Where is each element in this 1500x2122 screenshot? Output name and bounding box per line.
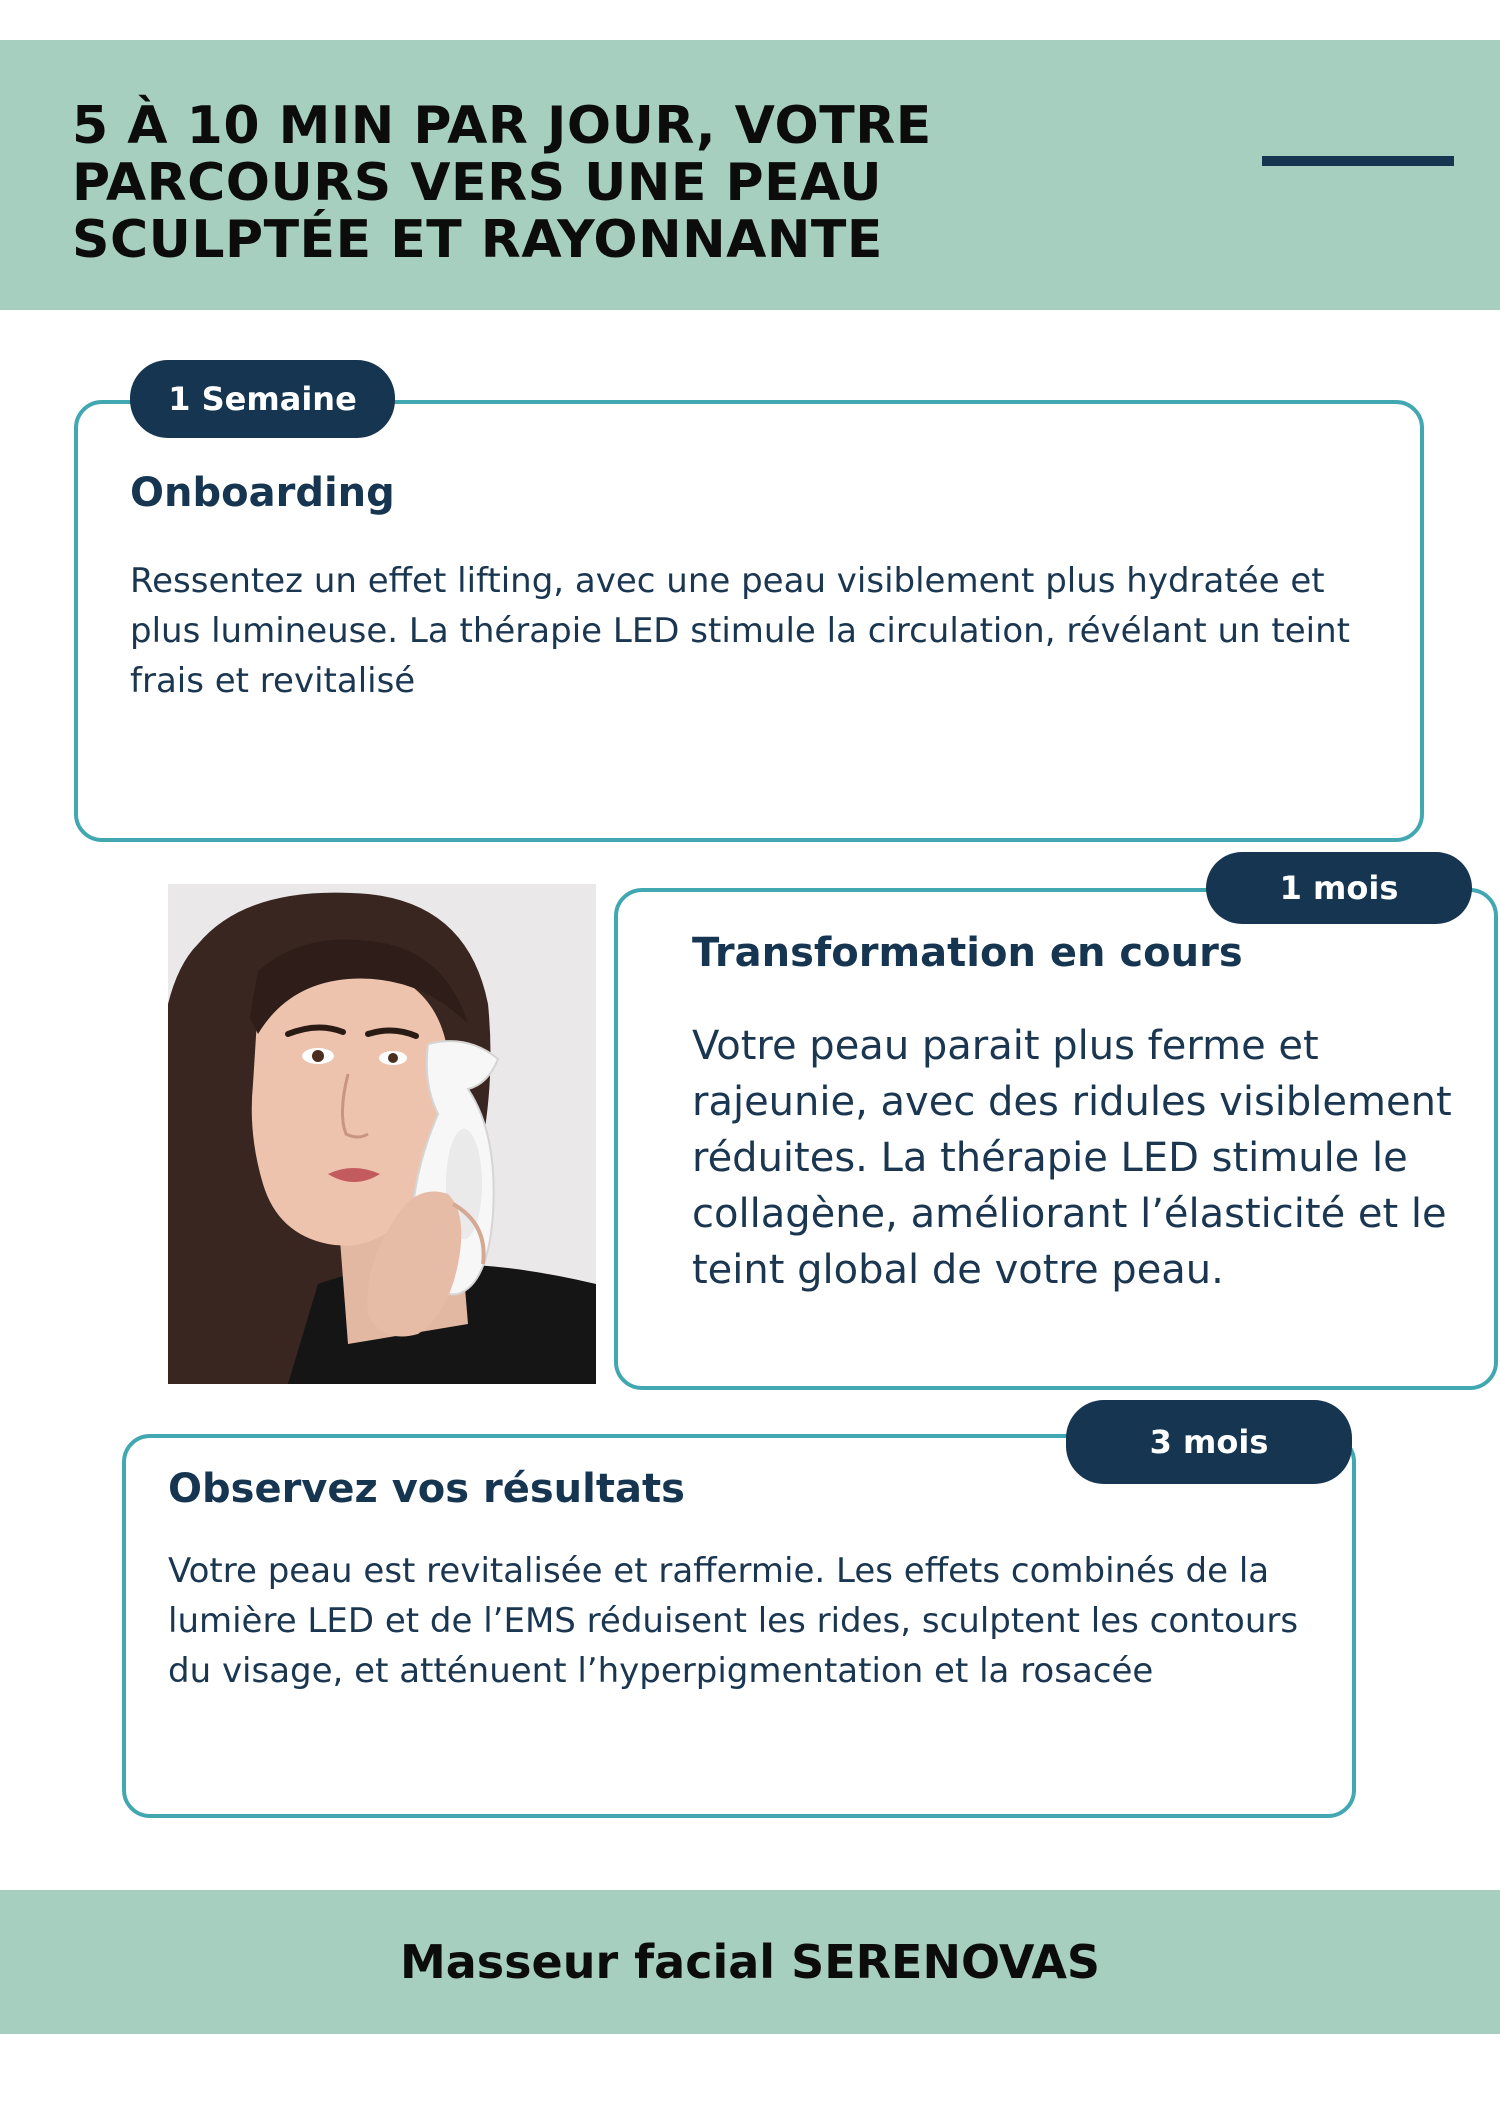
footer-brand-text: Masseur facial SERENOVAS: [399, 1935, 1101, 1989]
step-text-onboarding: Ressentez un effet lifting, avec une peau visiblement plus hydratée et plus lumineuse. La thérapie LED stimule la circulation, révélant un teint frais et revitalisé: [130, 561, 1350, 701]
step-text-transformation: Votre peau parait plus ferme et rajeunie, avec des ridules visiblement réduites. La thérapie LED stimule le collagène, améliorant l’élasticité et le teint global de votre peau.: [692, 1023, 1452, 1293]
step-badge-week-1: 1 Semaine: [130, 360, 395, 438]
step-badge-month-3: 3 mois: [1066, 1400, 1352, 1484]
header-divider: [1262, 156, 1454, 166]
page-title: 5 À 10 MIN PAR JOUR, VOTRE PARCOURS VERS UNE PEAU SCULPTÉE ET RAYONNANTE: [72, 96, 932, 270]
product-photo: [168, 884, 596, 1384]
step-text-results: Votre peau est revitalisée et raffermie. Les effets combinés de la lumière LED et de l’EMS réduisent les rides, sculptent les contours du visage, et atténuent l’hyperpigmentation et la rosacée: [168, 1551, 1299, 1691]
woman-using-device-illustration: [168, 884, 596, 1384]
step-badge-month-1: 1 mois: [1206, 852, 1472, 924]
step-heading-transformation: Transformation en cours: [692, 930, 1243, 976]
step-heading-results: Observez vos résultats: [168, 1466, 685, 1512]
step-heading-onboarding: Onboarding: [130, 470, 395, 516]
